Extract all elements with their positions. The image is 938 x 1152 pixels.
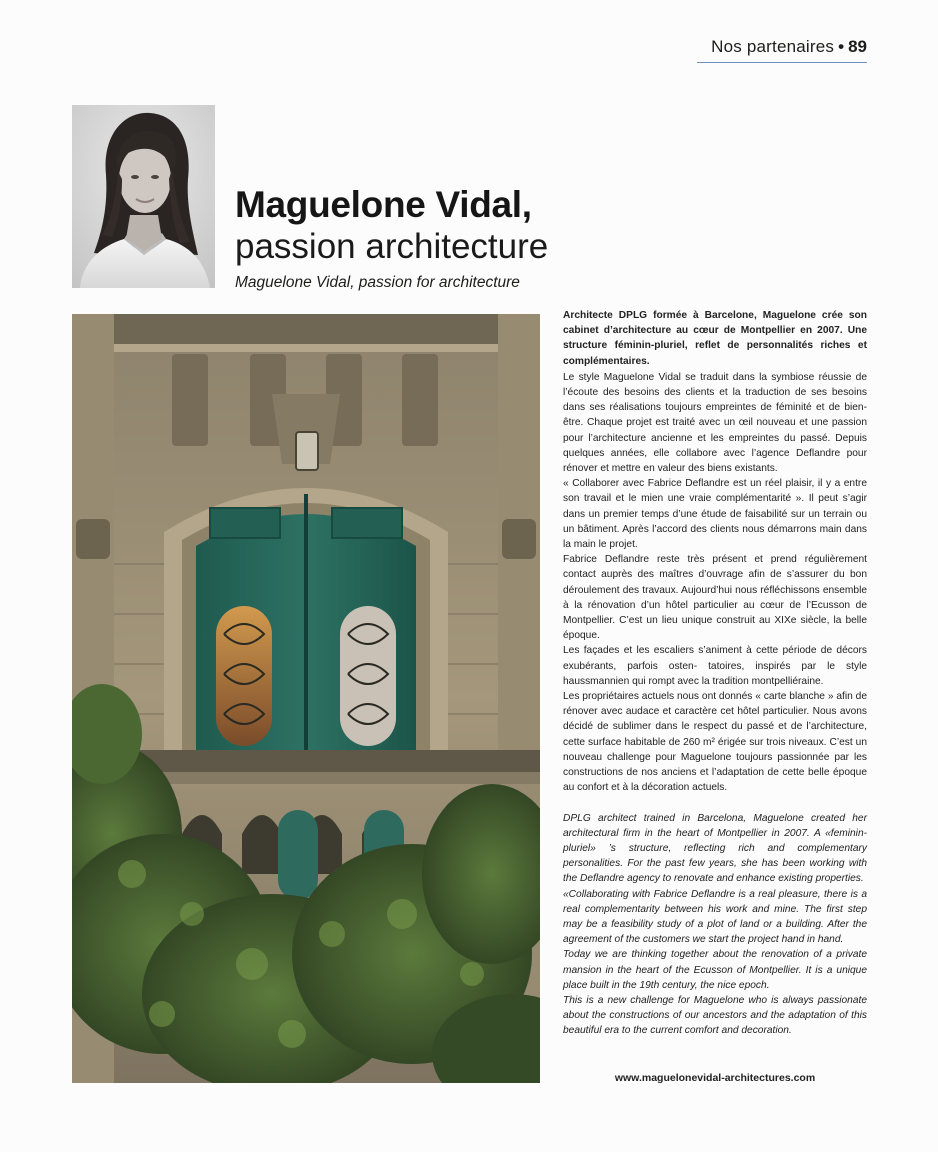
page-number: 89 <box>848 37 867 56</box>
header-separator: • <box>838 37 845 56</box>
paragraph-en-3: Today we are thinking together about the renovation of a private mansion in the heart of the Ecusson of Montpellier. It is a unique place built in the 19th century, the nice epoch. <box>563 949 867 991</box>
paragraph-en-1: DPLG architect trained in Barcelona, Maguelone created her architectural firm in the heart of Montpellier in 2007. A «feminin-pluriel» ’s structure, reflecting rich and complementary personalities. For the past few years, she has been working with the Deflandre agency to renovate and enhance existing properties. <box>563 812 867 885</box>
paragraph-fr-1: Le style Maguelone Vidal se traduit dans la symbiose réussie de l’écoute des besoins des clients et la traduction de ses besoins dans ses réalisations toujours empreintes de féminité et de bien-être. Chaque projet est traité avec un œil nouveau et une passion pour l’architecture ancienne et les empreintes du passé. Depuis quelques années, elle collabore avec l’agence Deflandre pour rénover et mettre en valeur des biens existants. <box>563 371 867 475</box>
article-lead: Architecte DPLG formée à Barcelone, Maguelone crée son cabinet d’architecture au cœur de Montpellier en 2007. Une structure féminin-pluriel, reflet de personnalités riches et complémentaires. <box>563 310 867 367</box>
facade-photo <box>72 314 540 1083</box>
paragraph-fr-5: Les propriétaires actuels nous ont donnés « carte blanche » afin de rénover avec audace et caractère cet hôtel particulier. Nous avons décidé de sublimer dans le respect du passé et de l’architecture, cette surface habitable de 260 m² érigée sur trois niveaux. C’est un nouveau challenge pour Maguelone toujours passionnée par les constructions de nos anciens et l’adaptation de cette belle époque au confort et à la décoration actuels. <box>563 691 867 794</box>
article-subtitle: passion architecture <box>235 227 549 266</box>
portrait-photo <box>72 105 215 288</box>
section-name: Nos partenaires <box>711 37 835 56</box>
paragraph-fr-4: Les façades et les escaliers s’animent à cette période de décors exubérants, parfois osten- tatoires, inspirés par le style haussmannien qui rompt avec la tradition montpelliéraine. <box>563 645 867 687</box>
running-header <box>697 36 867 63</box>
article-body <box>563 308 867 1039</box>
paragraph-fr-3: Fabrice Deflandre reste très présent et prend régulièrement contact auprès des maîtres d’ouvrage afin de s’assurer du bon déroulement des travaux. Aujourd’hui nous réfléchissons ensemble à la rénovation d’un hôtel particulier au cœur de l’Ecusson de Montpellier. C’est un lieu unique construit au XIXe siècle, la belle époque. <box>563 554 867 642</box>
article-title: Maguelone Vidal, <box>235 184 532 225</box>
article-title-english: Maguelone Vidal, passion for architecture <box>235 274 520 291</box>
french-text <box>563 308 867 796</box>
paragraph-en-2: «Collaborating with Fabrice Deflandre is a real pleasure, there is a real complementarity between his work and mine. The first step may be a feasibility study of a plot of land or a building. After the agreement of the customers we start the project hand in hand. <box>563 888 867 946</box>
paragraph-en-4: This is a new challenge for Maguelone who is always passionate about the constructions of our ancestors and the adaptation of this beautiful era to the current comfort and decoration. <box>563 994 867 1037</box>
english-text <box>563 811 867 1039</box>
website-link[interactable]: www.maguelonevidal-architectures.com <box>614 1072 816 1084</box>
paragraph-fr-2: « Collaborer avec Fabrice Deflandre est un réel plaisir, il y a entre son travail et le mien une vraie complémentarité ». Il peut s’agir dans un premier temps d’une étude de faisabilité sur un terrain ou un bâtiment. Après l’accord des clients nous démarrons main dans la main le projet. <box>563 478 867 551</box>
